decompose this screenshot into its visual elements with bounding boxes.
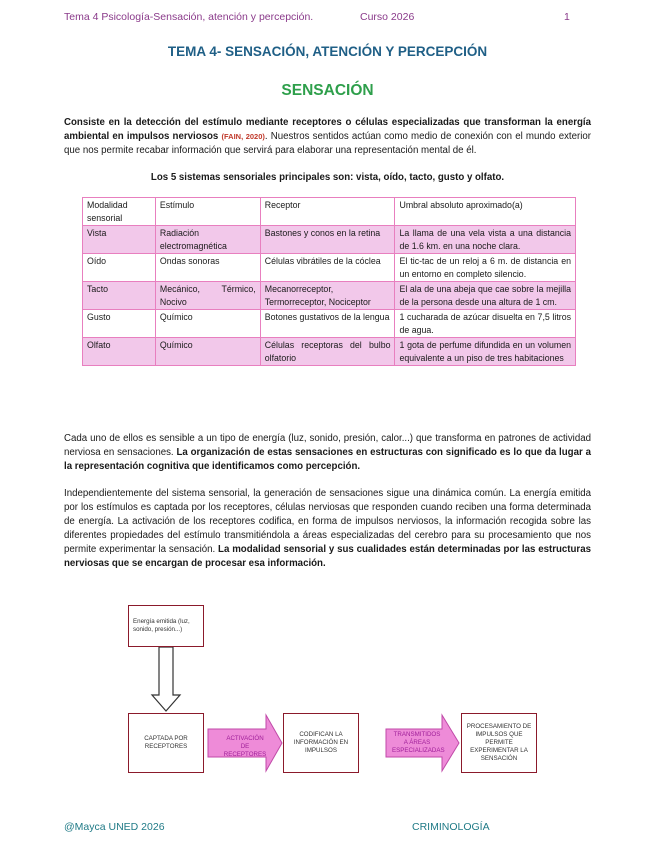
dynamics-bold-text: La modalidad sensorial y sus cualidades están determinadas por las estructuras nerviosas que se encargan de procesar esa información. bbox=[64, 544, 591, 569]
dynamics-paragraph bbox=[64, 487, 591, 571]
encoding-box: CODIFICAN LA INFORMACIÓN EN IMPULSOS bbox=[283, 713, 359, 773]
table-cell: Radiación electromagnética bbox=[155, 226, 260, 254]
intro-paragraph bbox=[64, 116, 591, 158]
header-topic: Tema 4 Psicología-Sensación, atención y percepción. bbox=[64, 11, 314, 23]
table-row bbox=[83, 338, 576, 366]
down-arrow-icon bbox=[152, 647, 180, 711]
table-cell: Botones gustativos de la lengua bbox=[260, 310, 395, 338]
section-title: SENSACIÓN bbox=[281, 82, 374, 99]
transmission-label: TRANSMITIDOS A ÁREAS ESPECIALIZADAS bbox=[392, 731, 445, 754]
perception-text: Cada uno de ellos es sensible a un tipo de energía (luz, sonido, presión, calor...) que transforma en patrones de actividad nerviosa en sensaciones. bbox=[64, 433, 591, 458]
table-row bbox=[83, 254, 576, 282]
energy-box: Energía emitida (luz, sonido, presión...) bbox=[128, 605, 204, 647]
table-cell: Mecanorreceptor, Termorreceptor, Nociceptor bbox=[260, 282, 395, 310]
table-cell: El ala de una abeja que cae sobre la mejilla de la persona desde una altura de 1 cm. bbox=[395, 282, 576, 310]
table-cell: La llama de una vela vista a una distancia de 1.6 km. en una noche clara. bbox=[395, 226, 576, 254]
page-number: 1 bbox=[564, 11, 570, 23]
table-cell: Gusto bbox=[83, 310, 156, 338]
footer-subject: CRIMINOLOGÍA bbox=[412, 821, 490, 833]
captured-box: CAPTADA POR RECEPTORES bbox=[128, 713, 204, 773]
activation-label: ACTIVACIÓN DE RECEPTORES bbox=[223, 735, 267, 758]
header-course: Curso 2026 bbox=[360, 11, 415, 23]
table-cell: El tic-tac de un reloj a 6 m. de distancia en un entorno en completo silencio. bbox=[395, 254, 576, 282]
processing-box: PROCESAMIENTO DE IMPULSOS QUE PERMITE EXPERIMENTAR LA SENSACIÓN bbox=[461, 713, 537, 773]
table-header-cell: Receptor bbox=[260, 198, 395, 226]
table-cell: Bastones y conos en la retina bbox=[260, 226, 395, 254]
sensory-systems-table bbox=[82, 197, 576, 366]
table-cell: Olfato bbox=[83, 338, 156, 366]
table-cell: Células receptoras del bulbo olfatorio bbox=[260, 338, 395, 366]
systems-intro: Los 5 sistemas sensoriales principales son: vista, oído, tacto, gusto y olfato. bbox=[150, 172, 505, 183]
table-cell: Químico bbox=[155, 310, 260, 338]
table-header-cell: Estímulo bbox=[155, 198, 260, 226]
footer-author: @Mayca UNED 2026 bbox=[64, 821, 165, 833]
table-cell: 1 cucharada de azúcar disuelta en 7,5 litros de agua. bbox=[395, 310, 576, 338]
table-cell: Células vibrátiles de la cóclea bbox=[260, 254, 395, 282]
table-cell: Ondas sonoras bbox=[155, 254, 260, 282]
table-header-cell: Modalidad sensorial bbox=[83, 198, 156, 226]
table-cell: Tacto bbox=[83, 282, 156, 310]
table-header-cell: Umbral absoluto aproximado(a) bbox=[395, 198, 576, 226]
table-row bbox=[83, 226, 576, 254]
table-row bbox=[83, 310, 576, 338]
dynamics-text: Independientemente del sistema sensorial, la generación de sensaciones sigue una dinámica común. La energía emitida por los estímulos es captada por los receptores, células nerviosas que responden cuando reciben una forma determinada de energía. La activación de los receptores codifica, en forma de impulsos nerviosos, la información recogida sobre las diferentes propiedades del estímulo transmitiéndola a áreas especializadas del cerebro para su procesamiento que nos permite experimentar la sensación. bbox=[64, 488, 591, 555]
table-cell: Mecánico, Térmico, Nocivo bbox=[155, 282, 260, 310]
table-row bbox=[83, 282, 576, 310]
table-header-row bbox=[83, 198, 576, 226]
page-title: TEMA 4- SENSACIÓN, ATENCIÓN Y PERCEPCIÓN bbox=[167, 44, 488, 59]
citation: (FAIN, 2020) bbox=[221, 132, 265, 141]
sensation-flow-diagram bbox=[128, 605, 548, 775]
table-cell: Oído bbox=[83, 254, 156, 282]
table-cell: Vista bbox=[83, 226, 156, 254]
perception-bold-text: La organización de estas sensaciones en estructuras con significado es lo que da lugar a la representación cognitiva que identificamos como percepción. bbox=[64, 447, 591, 472]
table-cell: 1 gota de perfume difundida en un volumen equivalente a un piso de tres habitaciones bbox=[395, 338, 576, 366]
intro-text: . Nuestros sentidos actúan como medio de conexión con el mundo exterior que nos permite recabar información que servirá para elaborar una representación mental de él. bbox=[64, 131, 591, 156]
intro-bold-text: Consiste en la detección del estímulo mediante receptores o células especializadas que transforman la energía ambiental en impulsos nerviosos bbox=[64, 117, 591, 142]
table-cell: Químico bbox=[155, 338, 260, 366]
perception-paragraph bbox=[64, 432, 591, 474]
